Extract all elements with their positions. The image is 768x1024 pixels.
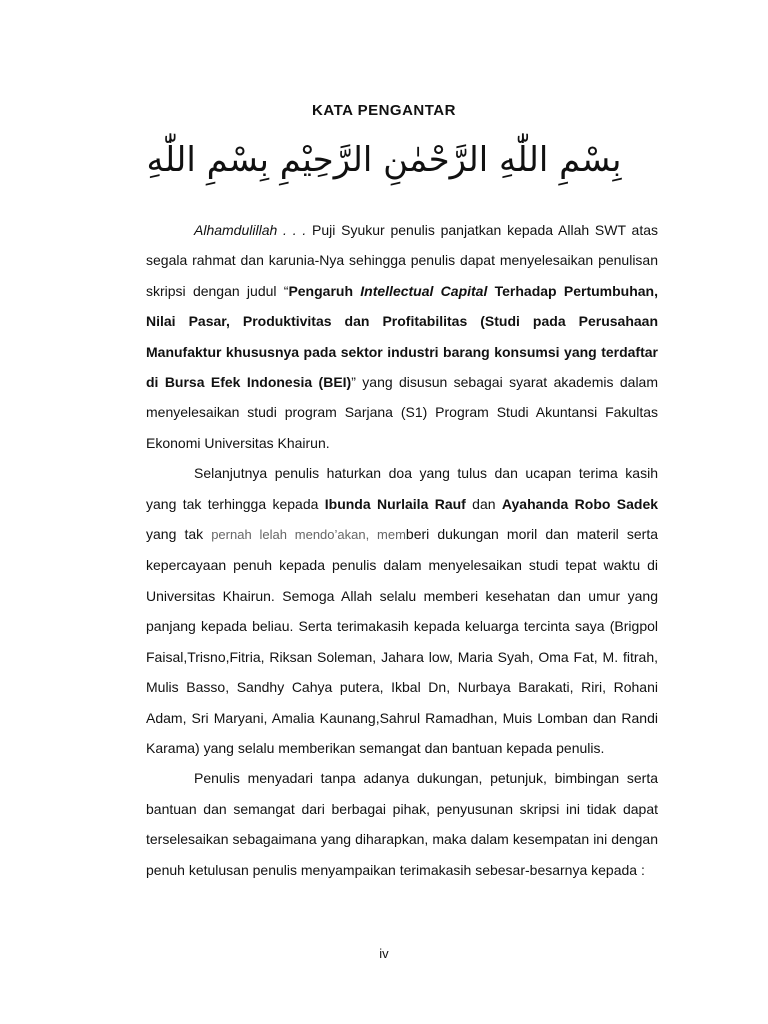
paragraph-text: dan — [465, 495, 502, 512]
paragraph-opening — [146, 215, 658, 458]
faded-text: pernah lelah mendo’akan, mem — [211, 527, 406, 543]
document-body — [146, 215, 658, 885]
thesis-title-italic: Intellectual Capital — [360, 282, 488, 299]
page-number: iv — [379, 946, 389, 961]
paragraph-acknowledgement — [146, 763, 658, 885]
thesis-title-part: Terhadap Pertumbuhan, Nilai Pasar, Produktivitas dan Profitabilitas (Studi pada Perusahaan Manufaktur khususnya pada sektor industri barang konsumsi yang terdaftar di Bursa Efek Indonesia (BEI) — [146, 282, 658, 391]
paragraph-text: yang tak — [146, 526, 212, 543]
paragraph-text: ” yang disusun sebagai syarat akademis dalam menyelesaikan studi program Sarjana (S1) Program Studi Akuntansi Fakultas Ekonomi Universitas Khairun. — [146, 374, 659, 451]
basmalah-calligraphy: بِسْمِ اللّٰهِ الرَّحْمٰنِ الرَّحِيْمِ بِسْمِ اللّٰهِ — [146, 140, 622, 180]
father-name: Ayahanda Robo Sadek — [501, 495, 659, 512]
thesis-title-part: Pengaruh — [288, 282, 361, 299]
mother-name: Ibunda Nurlaila Rauf — [324, 495, 466, 512]
page-title: KATA PENGANTAR — [312, 102, 456, 119]
paragraph-text: Penulis menyadari tanpa adanya dukungan, petunjuk, bimbingan serta bantuan dan semangat dari berbagai pihak, penyusunan skripsi ini tidak dapat terselesaikan sebagaimana yang diharapkan, maka dalam kesempatan ini dengan penuh ketulusan penulis menyampaikan terimakasih sebesar-besarnya kepada : — [146, 770, 658, 878]
paragraph-text: beri dukungan moril dan materil serta kepercayaan penuh kepada penulis dalam menyelesaikan studi tepat waktu di Universitas Khairun. Semoga Allah selalu memberi kesehatan dan umur yang panjang kepada beliau. Serta terimakasih kepada keluarga tercinta saya (Brigpol Faisal,Trisno,Fitria, Riksan Soleman, Jahara low, Maria Syah, Oma Fat, M. fitrah, Mulis Basso, Sandhy Cahya putera, Ikbal Dn, Nurbaya Barakati, Riri, Rohani Adam, Sri Maryani, Amalia Kaunang,Sahrul Ramadhan, Muis Lomban dan Randi Karama) yang selalu memberikan semangat dan bantuan kepada penulis. — [146, 526, 658, 756]
paragraph-thanks-family — [146, 458, 658, 763]
paragraph-text: Selanjutnya penulis haturkan doa yang tulus dan ucapan terima kasih yang tak terhingga kepada — [146, 465, 658, 512]
paragraph-text: Puji Syukur penulis panjatkan kepada Allah SWT atas segala rahmat dan karunia-Nya sehingga penulis dapat menyelesaikan penulisan skripsi dengan judul “ — [146, 222, 659, 299]
alhamdulillah-text: Alhamdulillah . . . — [194, 222, 307, 238]
